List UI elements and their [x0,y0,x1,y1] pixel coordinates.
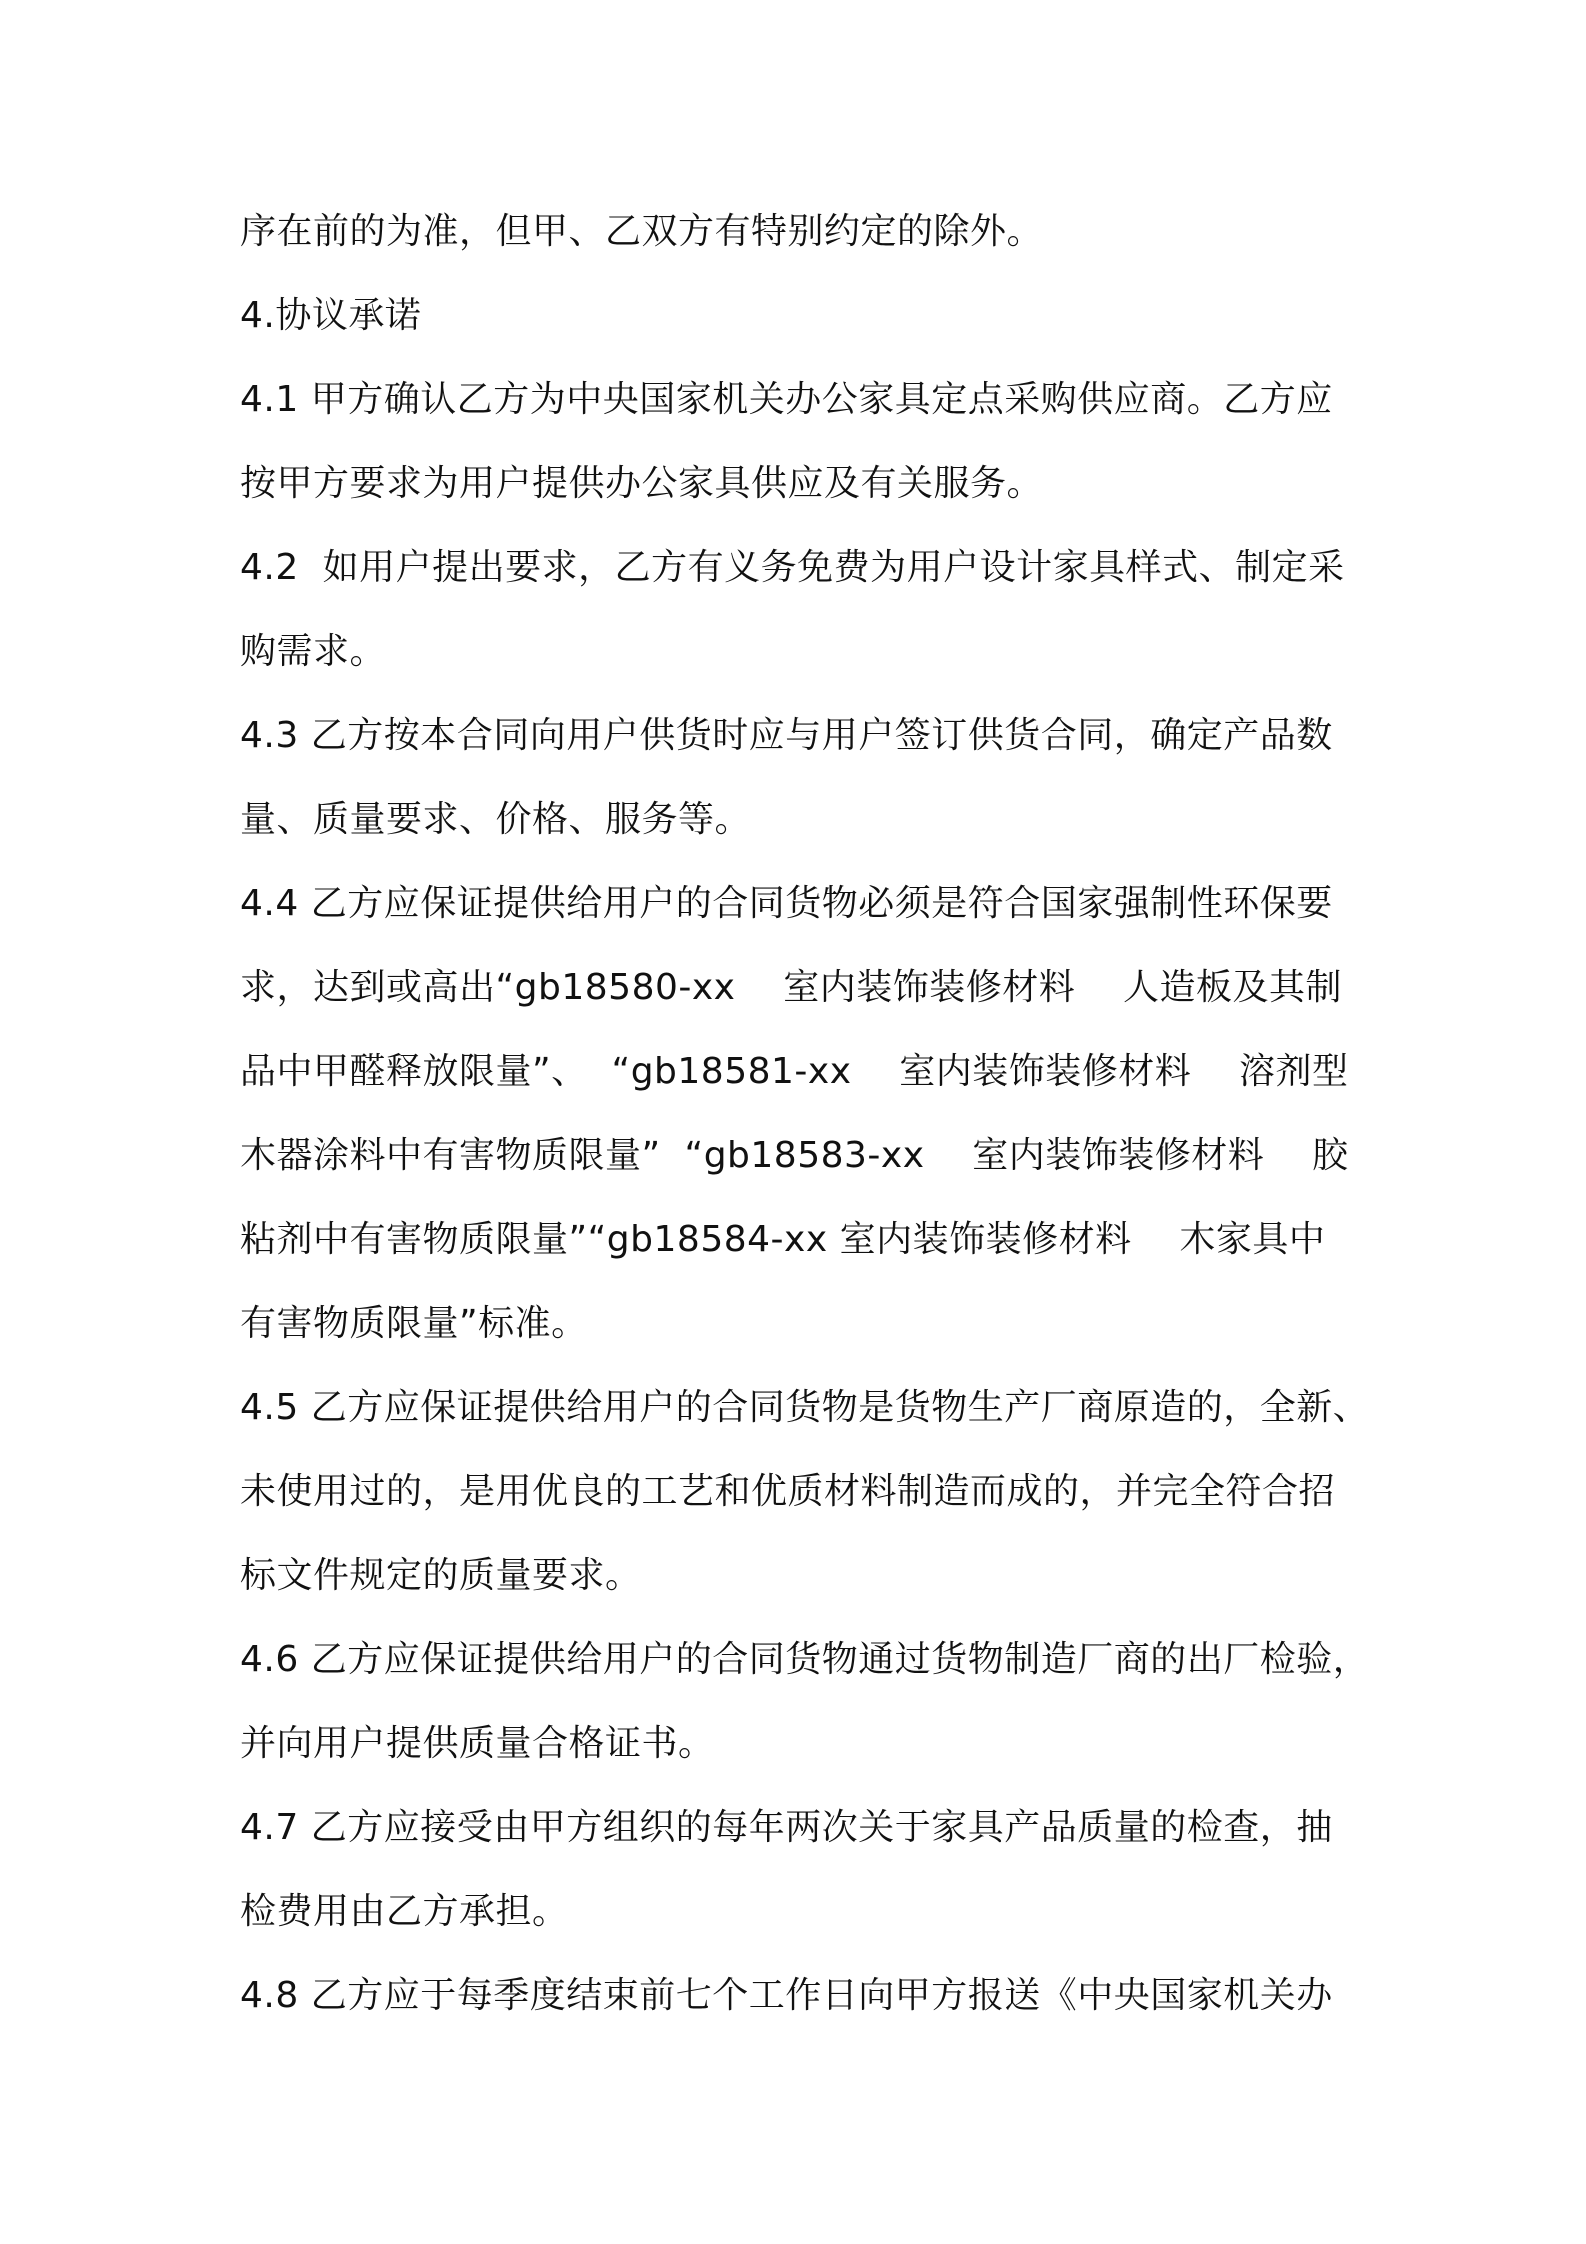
clause-4-4-line: 4.4 乙方应保证提供给用户的合同货物必须是符合国家强制性环保要 [240,883,1333,924]
text-line: 标文件规定的质量要求。 [240,1555,642,1596]
clause-4-8-line: 4.8 乙方应于每季度结束前七个工作日向甲方报送《中央国家机关办 [240,1975,1333,2016]
text-line: 购需求。 [240,631,387,672]
clause-4-7-line: 4.7 乙方应接受由甲方组织的每年两次关于家具产品质量的检查，抽 [240,1807,1333,1848]
text-line: 求，达到或高出“gb18580-xx 室内装饰装修材料 人造板及其制 [240,967,1343,1008]
contract-text [240,190,1370,2038]
clause-4-1-line: 4.1 甲方确认乙方为中央国家机关办公家具定点采购供应商。乙方应 [240,379,1333,420]
text-line: 品中甲醛释放限量”、 “gb18581-xx 室内装饰装修材料 溶剂型 [240,1051,1349,1092]
clause-4-6-line: 4.6 乙方应保证提供给用户的合同货物通过货物制造厂商的出厂检验， [240,1639,1370,1680]
text-line: 序在前的为准，但甲、乙双方有特别约定的除外。 [240,211,1044,252]
clause-4-2-line: 4.2 如用户提出要求，乙方有义务免费为用户设计家具样式、制定采 [240,547,1345,588]
text-line: 并向用户提供质量合格证书。 [240,1723,715,1764]
text-line: 量、质量要求、价格、服务等。 [240,799,752,840]
text-line: 未使用过的，是用优良的工艺和优质材料制造而成的，并完全符合招 [240,1471,1336,1512]
text-line: 粘剂中有害物质限量”“gb18584-xx 室内装饰装修材料 木家具中 [240,1219,1326,1260]
clause-4-5-line: 4.5 乙方应保证提供给用户的合同货物是货物生产厂商原造的，全新、 [240,1387,1370,1428]
text-line: 检费用由乙方承担。 [240,1891,569,1932]
section-heading: 4.协议承诺 [240,295,422,336]
text-line: 有害物质限量”标准。 [240,1303,588,1344]
text-line: 木器涂料中有害物质限量” “gb18583-xx 室内装饰装修材料 胶 [240,1135,1349,1176]
text-line: 按甲方要求为用户提供办公家具供应及有关服务。 [240,463,1044,504]
clause-4-3-line: 4.3 乙方按本合同向用户供货时应与用户签订供货合同，确定产品数 [240,715,1333,756]
